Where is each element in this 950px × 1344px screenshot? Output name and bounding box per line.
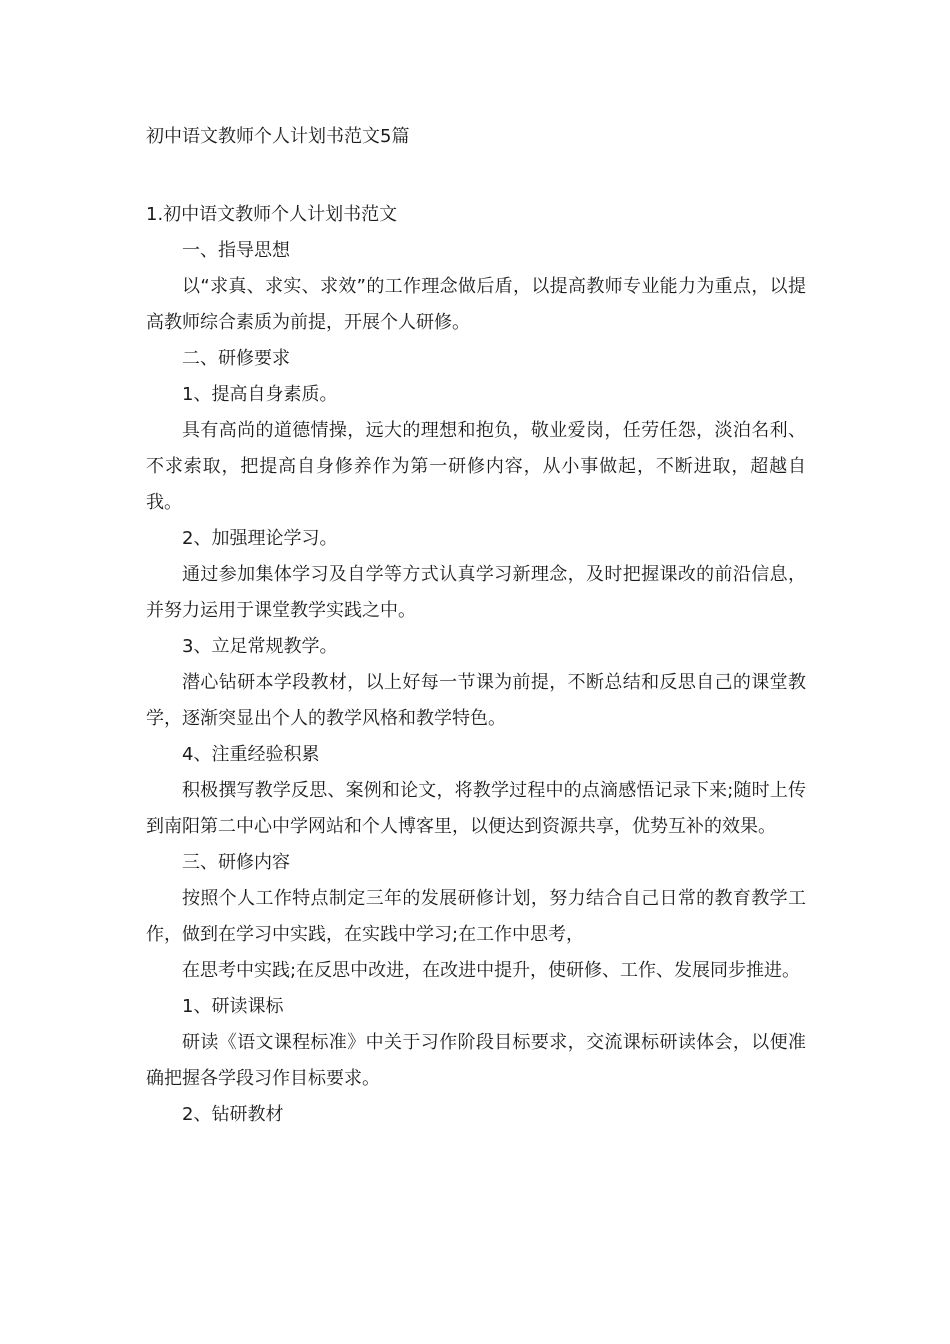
section-heading: 1.初中语文教师个人计划书范文 bbox=[146, 204, 398, 225]
heading-study-content: 三、研修内容 bbox=[182, 852, 290, 873]
subheading: 1、提高自身素质。 bbox=[182, 384, 338, 405]
paragraph: 通过参加集体学习及自学等方式认真学习新理念，及时把握课改的前沿信息，并努力运用于课堂教学实践之中。 bbox=[146, 564, 806, 621]
paragraph: 积极撰写教学反思、案例和论文，将教学过程中的点滴感悟记录下来;随时上传到南阳第二中心中学网站和个人博客里，以便达到资源共享，优势互补的效果。 bbox=[146, 780, 806, 837]
subheading: 3、立足常规教学。 bbox=[182, 636, 338, 657]
heading-guiding-thought: 一、指导思想 bbox=[182, 240, 290, 261]
paragraph: 研读《语文课程标准》中关于习作阶段目标要求，交流课标研读体会，以便准确把握各学段习作目标要求。 bbox=[146, 1032, 806, 1089]
subheading: 2、加强理论学习。 bbox=[182, 528, 338, 549]
paragraph: 按照个人工作特点制定三年的发展研修计划，努力结合自己日常的教育教学工作，做到在学习中实践，在实践中学习;在工作中思考， bbox=[146, 888, 806, 945]
subheading: 4、注重经验积累 bbox=[182, 744, 320, 765]
paragraph: 具有高尚的道德情操，远大的理想和抱负，敬业爱岗，任劳任怨，淡泊名利、不求索取，把提高自身修养作为第一研修内容，从小事做起，不断进取，超越自我。 bbox=[146, 420, 806, 513]
subheading: 1、研读课标 bbox=[182, 996, 284, 1017]
subheading: 2、钻研教材 bbox=[182, 1104, 284, 1125]
heading-study-requirements: 二、研修要求 bbox=[182, 348, 290, 369]
document-body bbox=[146, 197, 806, 1133]
paragraph: 在思考中实践;在反思中改进，在改进中提升，使研修、工作、发展同步推进。 bbox=[182, 960, 801, 981]
paragraph: 以“求真、求实、求效”的工作理念做后盾，以提高教师专业能力为重点，以提高教师综合素质为前提，开展个人研修。 bbox=[146, 276, 806, 333]
paragraph: 潜心钻研本学段教材，以上好每一节课为前提，不断总结和反思自己的课堂教学，逐渐突显出个人的教学风格和教学特色。 bbox=[146, 672, 806, 729]
document-title: 初中语文教师个人计划书范文5篇 bbox=[146, 126, 410, 147]
